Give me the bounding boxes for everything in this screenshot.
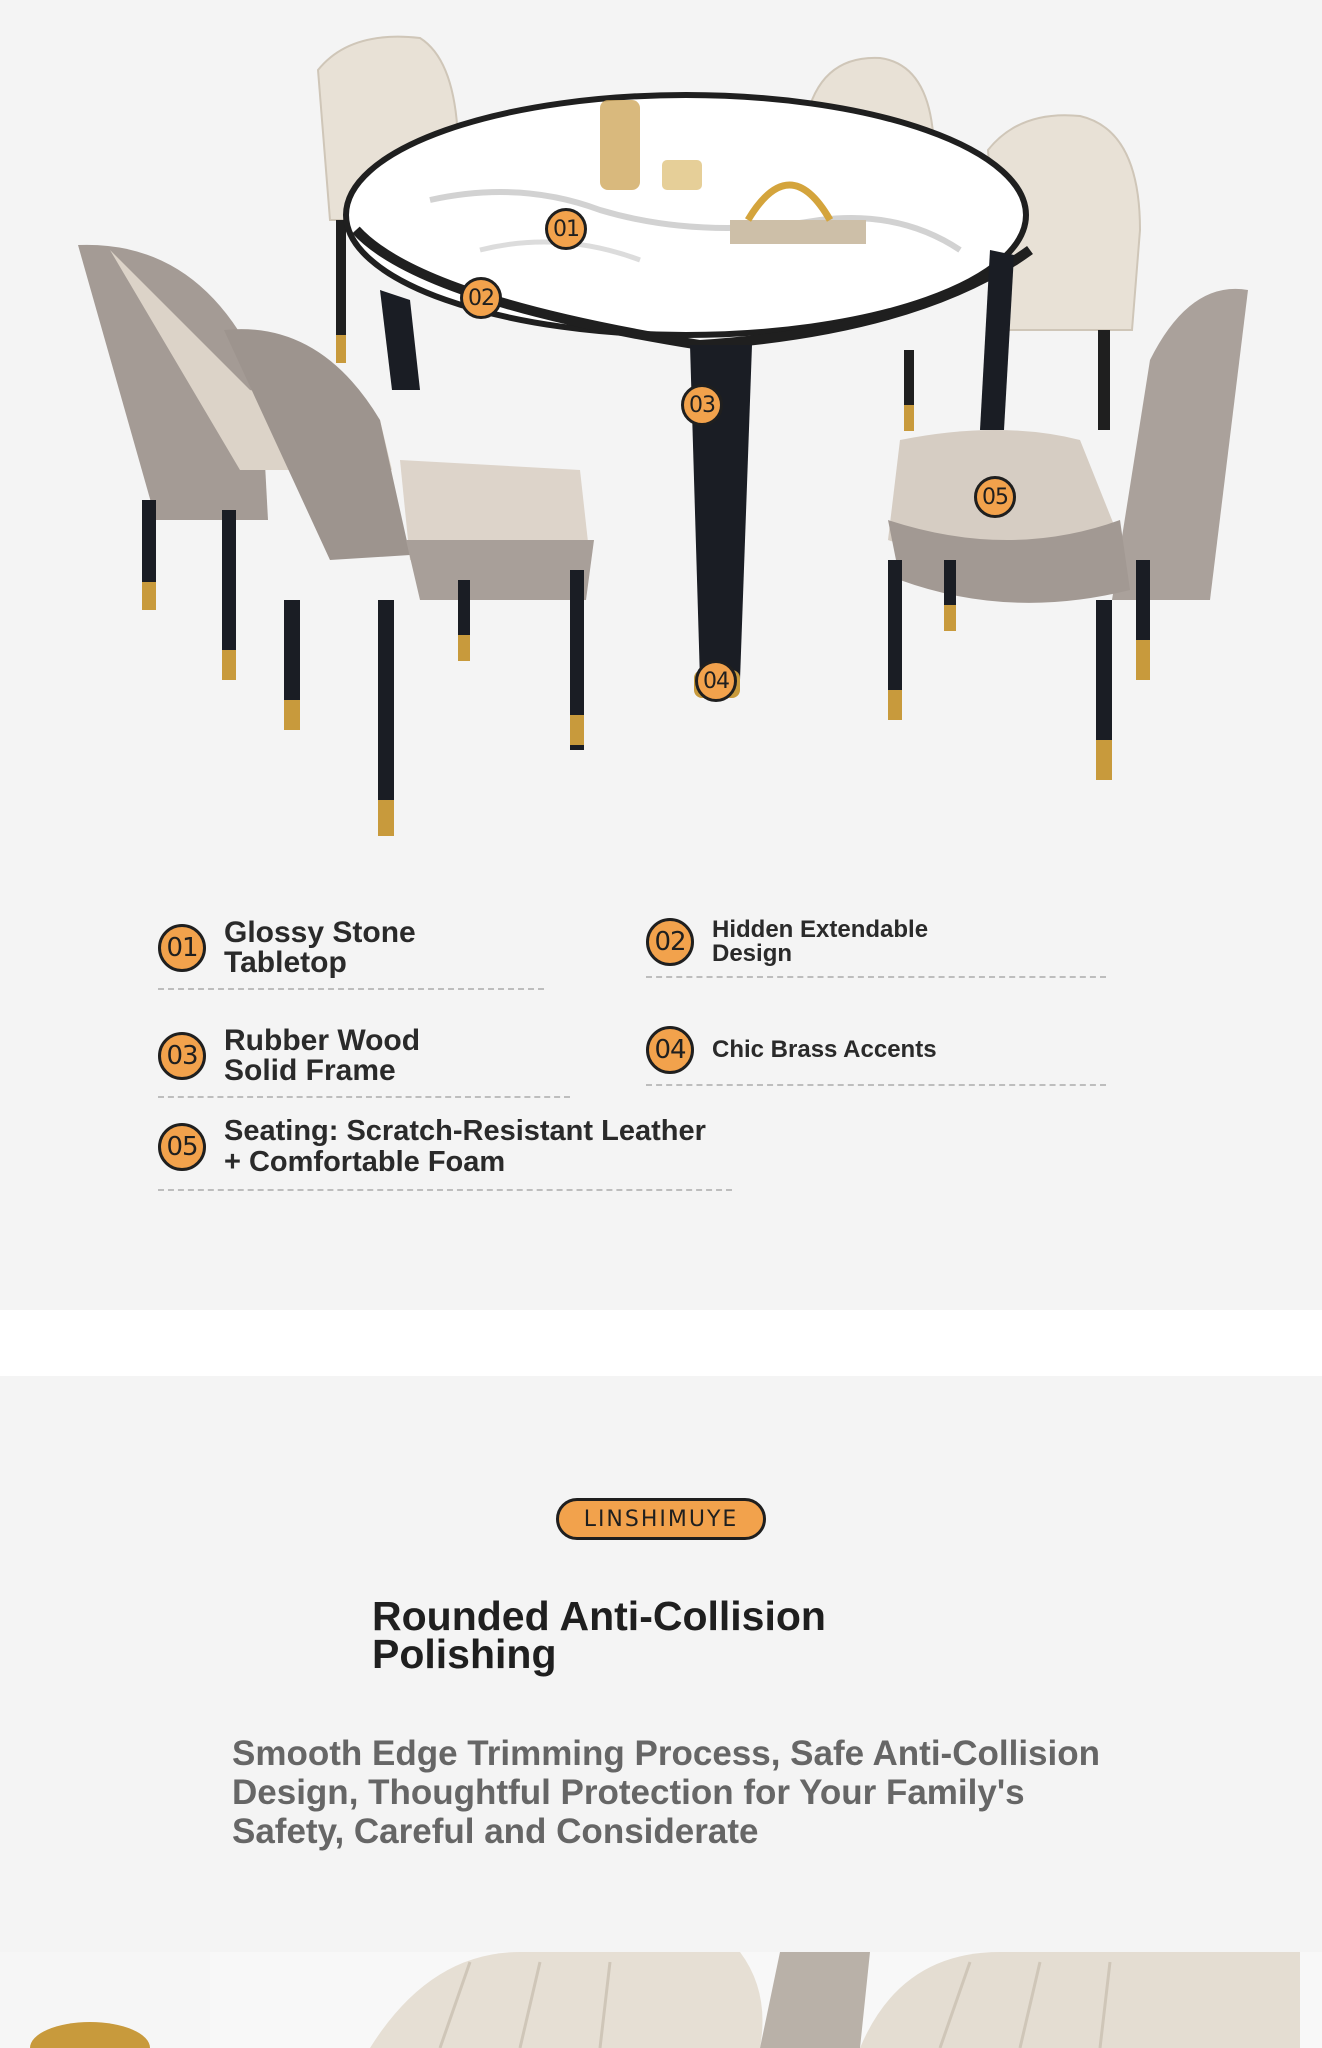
- section-divider: [0, 1310, 1322, 1376]
- feature-item-frame: [158, 1026, 570, 1098]
- product-photo-crop: [0, 1952, 1322, 2048]
- section-headline: Rounded Anti-Collision Polishing: [372, 1593, 826, 1677]
- feature-label: Glossy Stone Tabletop: [224, 916, 416, 979]
- detail-section: [0, 1376, 1322, 1952]
- feature-item-extendable: [646, 918, 1106, 978]
- marker-03: 03: [681, 384, 723, 426]
- section-description: Smooth Edge Trimming Process, Safe Anti-Collision Design, Thoughtful Protection for Your Family's Safety, Careful and Considerate: [232, 1734, 1100, 1852]
- feature-label: Rubber Wood Solid Frame: [224, 1024, 421, 1087]
- feature-number-badge: 01: [158, 924, 206, 972]
- chair-front-right: [888, 289, 1248, 780]
- feature-number-badge: 05: [158, 1123, 206, 1171]
- feature-label: Seating: Scratch-Resistant Leather + Comfortable Foam: [224, 1115, 706, 1179]
- marker-04: 04: [695, 660, 737, 702]
- marker-02: 02: [460, 277, 502, 319]
- marker-05: 05: [974, 476, 1016, 518]
- dining-set-illustration: [0, 0, 1322, 860]
- feature-item-brass: [646, 1026, 1106, 1086]
- feature-label: Chic Brass Accents: [712, 1036, 937, 1063]
- next-product-photo: [0, 1952, 1322, 2048]
- feature-number-badge: 03: [158, 1032, 206, 1080]
- feature-number-badge: 04: [646, 1026, 694, 1074]
- chair-front-left: [224, 329, 594, 836]
- feature-item-seating: [158, 1116, 732, 1191]
- feature-item-tabletop: [158, 918, 544, 990]
- dining-set-image: [0, 0, 1322, 860]
- marker-01: 01: [545, 208, 587, 250]
- feature-label: Hidden Extendable Design: [712, 916, 929, 967]
- feature-number-badge: 02: [646, 918, 694, 966]
- brand-badge: LINSHIMUYE: [556, 1498, 766, 1540]
